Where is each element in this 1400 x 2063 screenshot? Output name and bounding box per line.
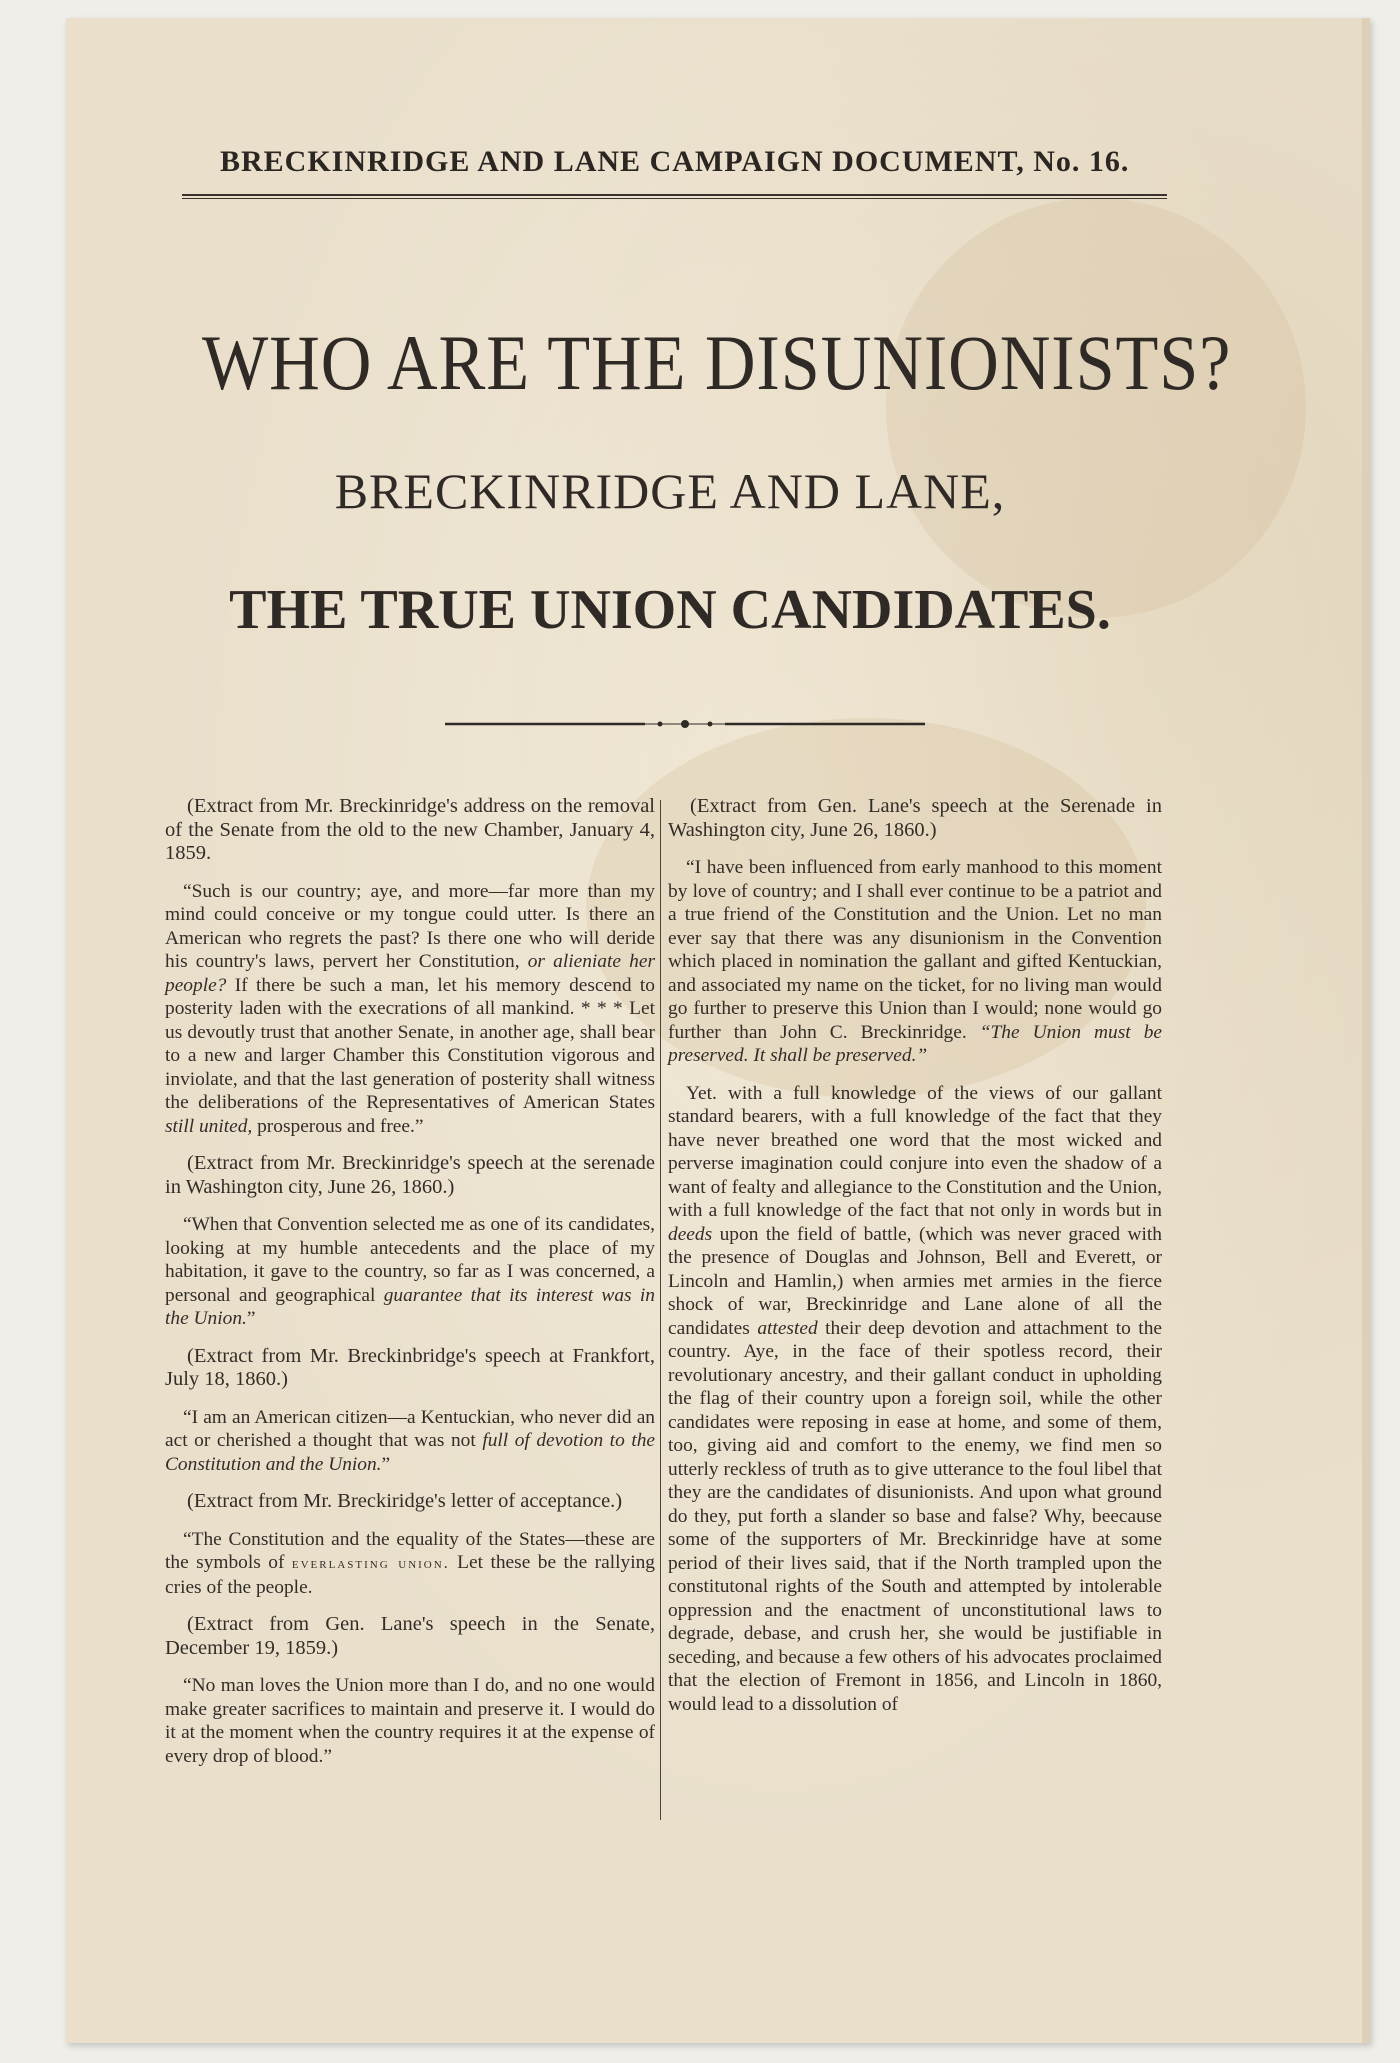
document-header: BRECKINRIDGE AND LANE CAMPAIGN DOCUMENT, No. 16. xyxy=(220,145,1130,178)
body-italic: deeds xyxy=(668,1223,713,1245)
quote-text: “I have been influenced from early manhood to this moment by love of country; and I shall ever continue to be a patriot and a true friend of the Constitution and the Union. Let no man ever say that there was any disunionism in the Convention which placed in nomination the gallant and gifted Kentuckian, and associated my name on the ticket, for no living man would go further to preserve this Union than I would; none would go further than John C. Breckinridge. xyxy=(668,857,1162,1043)
quote-text: “When that Convention selected me as one of its candidates, looking at my humble antecedents and the place of my habitation, it gave to the country, so far as I was concerned, a personal and geographical xyxy=(165,1214,655,1306)
water-stain xyxy=(886,198,1306,618)
quote-text: “Such is our country; aye, and more—far more than my mind could conceive or my tongue could utter. Is there an American who regrets the past? Is there one who will deride his country's laws, pervert her Constitution, xyxy=(165,880,655,972)
body-text: their deep devotion and attachment to the country. Aye, in the face of their spotless record, their revolutionary ancestry, and their gallant conduct in upholding the flag of their country upon a foreign soil, while the other candidates were reposing in ease at home, and some of them, too, giving aid and comfort to the enemy, we find men so utterly reckless of truth as to give utterance to the foul libel that they are the candidates of disunionists. And upon what ground do they, put forth a slander so base and false? Why, beecause some of the supporters of Mr. Breckinridge have at some period of their lives said, that if the North trampled upon the constitutonal rights of the South and attempted by intolerable oppression and the enactment of unconstitutional laws to degrade, debase, and crush her, she would be justifiable in seceding, and because a few others of his advocates proclaimed that the election of Fremont in 1856, and Lincoln in 1860, would lead to a dissolution of xyxy=(668,1317,1162,1715)
extract-quote xyxy=(165,1528,655,1600)
quote-italic: still united, xyxy=(165,1115,253,1137)
extract-quote: “No man loves the Union more than I do, and no one would make greater sacrifices to maintain and preserve it. I would do it at the moment when the country requires it at the expense of every drop of blood.” xyxy=(165,1675,655,1767)
quote-italic: “The Union must be preserved. It shall be preserved.” xyxy=(668,1021,1162,1066)
left-column xyxy=(165,795,655,1782)
body-paragraph xyxy=(668,1082,1162,1717)
extract-quote xyxy=(165,880,655,1139)
body-text: Yet. with a full knowledge of the views of our gallant standard bearers, with a full knowledge of the fact that they have never breathed one word that the most wicked and perverse imagination could conjure into even the shadow of a want of fealty and allegiance to the Constitution and the Union, with a full knowledge of the fact that not only in words but in xyxy=(668,1082,1162,1221)
ornamental-rule xyxy=(445,718,925,730)
column-divider xyxy=(660,800,661,1820)
quote-text: If there be such a man, let his memory descend to posterity laden with the execrations of all mankind. * * * Let us devoutly trust that another Senate, in another age, shall bear to a new and larger Chamber this Constitution vigorous and inviolate, and that the last generation of posterity shall witness the deliberations of the Representatives of American States xyxy=(165,974,655,1113)
document-title: WHO ARE THE DISUNIONISTS? xyxy=(202,319,1232,406)
extract-intro: (Extract from Mr. Breckiridge's letter of acceptance.) xyxy=(187,1490,623,1512)
quote-italic: guarantee that its interest was in the Union. xyxy=(165,1284,655,1329)
extract-intro: (Extract from Mr. Breckinridge's speech at the serenade in Washington city, June 26, 1860.) xyxy=(165,1152,655,1198)
quote-text: ” xyxy=(246,1308,256,1329)
document-subtitle: BRECKINRIDGE AND LANE, xyxy=(334,463,1006,519)
quote-small-caps: everlasting union. xyxy=(291,1555,450,1572)
body-text: upon the field of battle, (which was never graced with the presence of Douglas and Johnson, Bell and Everett, or Lincoln and Hamlin,) when armies met armies in the fierce shock of war, Breckinridge and Lane alone of all the candidates xyxy=(668,1223,1162,1339)
quote-text: Let these be the rallying cries of the people. xyxy=(165,1552,655,1598)
document-subtitle-2: THE TRUE UNION CANDIDATES. xyxy=(229,579,1111,641)
quote-italic: or alieniate her people? xyxy=(165,951,655,996)
extract-intro: (Extract from Mr. Breckinbridge's speech at Frankfort, July 18, 1860.) xyxy=(165,1344,655,1390)
extract-quote xyxy=(165,1406,655,1477)
extract-intro: (Extract from Gen. Lane's speech in the Senate, December 19, 1859.) xyxy=(165,1613,655,1659)
quote-text: prosperous and free.” xyxy=(252,1115,424,1137)
body-italic: attested xyxy=(757,1317,818,1339)
extract-intro: (Extract from Gen. Lane's speech at the Serenade in Washington city, June 26, 1860.) xyxy=(668,795,1162,841)
quote-italic: full of devotion to the Constitution and the Union. xyxy=(165,1430,656,1475)
right-column xyxy=(668,795,1162,1730)
extract-quote xyxy=(668,856,1162,1068)
extract-intro: (Extract from Mr. Breckinridge's address on the removal of the Senate from the old to the new Chamber, January 4, 1859. xyxy=(165,795,655,864)
quote-text: “I am an American citizen—a Kentuckian, who never did an act or cherished a thought that was not xyxy=(165,1406,655,1451)
header-rule xyxy=(182,194,1167,199)
quote-text: ” xyxy=(381,1453,391,1475)
extract-quote xyxy=(165,1213,655,1331)
quote-text: “The Constitution and the equality of the States—these are the symbols of xyxy=(165,1528,655,1573)
